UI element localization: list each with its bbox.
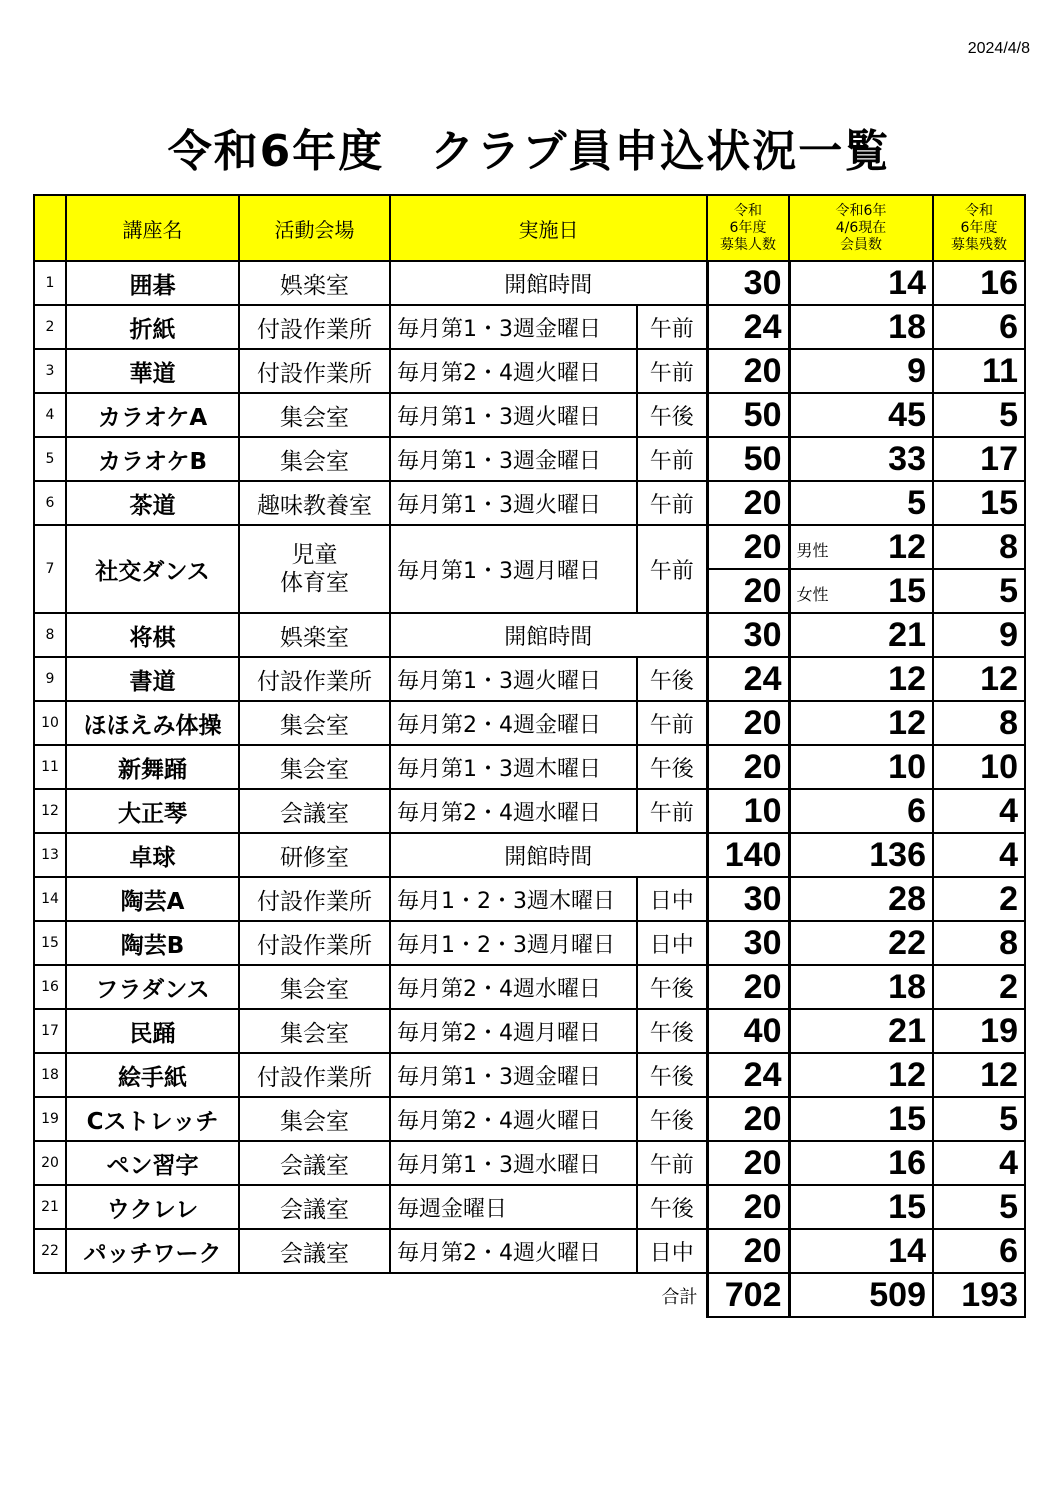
header-venue: 活動会場 bbox=[239, 195, 390, 261]
time-slot: 午前 bbox=[637, 305, 707, 349]
row-number: 8 bbox=[34, 613, 66, 657]
venue-line-1: 児童 bbox=[291, 542, 338, 568]
table-row bbox=[34, 1097, 1025, 1141]
time-slot: 午前 bbox=[637, 349, 707, 393]
header-capacity: 令和 6年度 募集人数 bbox=[707, 195, 789, 261]
table-row bbox=[34, 965, 1025, 1009]
row-number: 7 bbox=[34, 525, 66, 613]
venue: 娯楽室 bbox=[239, 613, 390, 657]
capacity: 50 bbox=[707, 437, 789, 481]
club-name: 絵手紙 bbox=[66, 1053, 239, 1097]
club-name: Cストレッチ bbox=[66, 1097, 239, 1141]
club-name: カラオケB bbox=[66, 437, 239, 481]
venue: 集会室 bbox=[239, 1097, 390, 1141]
members: 14 bbox=[789, 1229, 933, 1273]
venue bbox=[239, 525, 390, 613]
club-application-table bbox=[33, 194, 1026, 1318]
capacity: 20 bbox=[707, 481, 789, 525]
remaining: 19 bbox=[933, 1009, 1025, 1053]
schedule: 開館時間 bbox=[390, 833, 707, 877]
members: 女性 15 bbox=[789, 569, 933, 613]
row-number: 22 bbox=[34, 1229, 66, 1273]
table-row bbox=[34, 305, 1025, 349]
venue: 集会室 bbox=[239, 745, 390, 789]
venue: 付設作業所 bbox=[239, 657, 390, 701]
venue: 趣味教養室 bbox=[239, 481, 390, 525]
schedule: 毎月第2・4週水曜日 bbox=[390, 789, 637, 833]
schedule: 毎月1・2・3週木曜日 bbox=[390, 877, 637, 921]
table-row bbox=[34, 613, 1025, 657]
members: 5 bbox=[789, 481, 933, 525]
club-name: 陶芸B bbox=[66, 921, 239, 965]
remaining: 9 bbox=[933, 613, 1025, 657]
row-number: 16 bbox=[34, 965, 66, 1009]
members: 22 bbox=[789, 921, 933, 965]
remaining: 4 bbox=[933, 1141, 1025, 1185]
total-capacity: 702 bbox=[707, 1273, 789, 1317]
row-number: 14 bbox=[34, 877, 66, 921]
club-name: 華道 bbox=[66, 349, 239, 393]
table-row bbox=[34, 393, 1025, 437]
capacity: 30 bbox=[707, 261, 789, 305]
club-name: 囲碁 bbox=[66, 261, 239, 305]
members: 15 bbox=[789, 1185, 933, 1229]
capacity: 20 bbox=[707, 1185, 789, 1229]
time-slot: 午後 bbox=[637, 1097, 707, 1141]
capacity: 20 bbox=[707, 701, 789, 745]
capacity: 30 bbox=[707, 613, 789, 657]
capacity: 20 bbox=[707, 1141, 789, 1185]
row-number: 20 bbox=[34, 1141, 66, 1185]
row-number: 9 bbox=[34, 657, 66, 701]
table-row bbox=[34, 789, 1025, 833]
time-slot: 午後 bbox=[637, 393, 707, 437]
club-name: ペン習字 bbox=[66, 1141, 239, 1185]
venue: 集会室 bbox=[239, 965, 390, 1009]
remaining: 12 bbox=[933, 657, 1025, 701]
total-remaining: 193 bbox=[933, 1273, 1025, 1317]
remaining: 16 bbox=[933, 261, 1025, 305]
gender-label: 女性 bbox=[796, 585, 829, 604]
club-name: ほほえみ体操 bbox=[66, 701, 239, 745]
remaining: 6 bbox=[933, 1229, 1025, 1273]
venue: 集会室 bbox=[239, 1009, 390, 1053]
schedule: 毎月第2・4週火曜日 bbox=[390, 1229, 637, 1273]
remaining: 10 bbox=[933, 745, 1025, 789]
remaining: 17 bbox=[933, 437, 1025, 481]
venue: 付設作業所 bbox=[239, 921, 390, 965]
table-row bbox=[34, 1229, 1025, 1273]
remaining: 5 bbox=[933, 393, 1025, 437]
schedule: 毎月第2・4週火曜日 bbox=[390, 1097, 637, 1141]
club-name: 将棋 bbox=[66, 613, 239, 657]
schedule: 毎月1・2・3週月曜日 bbox=[390, 921, 637, 965]
time-slot: 午後 bbox=[637, 1053, 707, 1097]
capacity: 20 bbox=[707, 569, 789, 613]
venue: 集会室 bbox=[239, 437, 390, 481]
remaining: 4 bbox=[933, 789, 1025, 833]
capacity: 40 bbox=[707, 1009, 789, 1053]
venue: 会議室 bbox=[239, 1229, 390, 1273]
members: 12 bbox=[789, 701, 933, 745]
venue: 会議室 bbox=[239, 789, 390, 833]
members: 16 bbox=[789, 1141, 933, 1185]
schedule: 毎月第1・3週火曜日 bbox=[390, 481, 637, 525]
schedule: 毎月第1・3週金曜日 bbox=[390, 437, 637, 481]
remaining: 11 bbox=[933, 349, 1025, 393]
header-members: 令和6年 4/6現在 会員数 bbox=[789, 195, 933, 261]
schedule: 毎月第1・3週月曜日 bbox=[390, 525, 637, 613]
club-name: 折紙 bbox=[66, 305, 239, 349]
club-name: 陶芸A bbox=[66, 877, 239, 921]
table-row bbox=[34, 261, 1025, 305]
club-name: 茶道 bbox=[66, 481, 239, 525]
row-number: 1 bbox=[34, 261, 66, 305]
header-schedule: 実施日 bbox=[390, 195, 707, 261]
capacity: 20 bbox=[707, 1097, 789, 1141]
members: 21 bbox=[789, 613, 933, 657]
row-number: 5 bbox=[34, 437, 66, 481]
time-slot: 午前 bbox=[637, 437, 707, 481]
members: 9 bbox=[789, 349, 933, 393]
members: 45 bbox=[789, 393, 933, 437]
members: 18 bbox=[789, 305, 933, 349]
row-number: 19 bbox=[34, 1097, 66, 1141]
remaining: 5 bbox=[933, 569, 1025, 613]
club-name: カラオケA bbox=[66, 393, 239, 437]
row-number: 15 bbox=[34, 921, 66, 965]
venue: 集会室 bbox=[239, 393, 390, 437]
schedule: 毎月第1・3週火曜日 bbox=[390, 657, 637, 701]
club-name: 新舞踊 bbox=[66, 745, 239, 789]
row-number: 18 bbox=[34, 1053, 66, 1097]
remaining: 4 bbox=[933, 833, 1025, 877]
header-remaining: 令和 6年度 募集残数 bbox=[933, 195, 1025, 261]
table-row bbox=[34, 481, 1025, 525]
header-row bbox=[34, 195, 1025, 261]
totals-label: 合計 bbox=[661, 1286, 698, 1308]
remaining: 5 bbox=[933, 1097, 1025, 1141]
members: 12 bbox=[789, 657, 933, 701]
club-name: 卓球 bbox=[66, 833, 239, 877]
capacity: 30 bbox=[707, 921, 789, 965]
document-date: 2024/4/8 bbox=[967, 40, 1030, 57]
capacity: 20 bbox=[707, 525, 789, 569]
club-name: 大正琴 bbox=[66, 789, 239, 833]
capacity: 20 bbox=[707, 1229, 789, 1273]
schedule: 毎月第1・3週金曜日 bbox=[390, 1053, 637, 1097]
row-number: 6 bbox=[34, 481, 66, 525]
time-slot: 午前 bbox=[637, 789, 707, 833]
club-name: 書道 bbox=[66, 657, 239, 701]
remaining: 2 bbox=[933, 965, 1025, 1009]
remaining: 6 bbox=[933, 305, 1025, 349]
schedule: 毎月第2・4週金曜日 bbox=[390, 701, 637, 745]
club-name: パッチワーク bbox=[66, 1229, 239, 1273]
table-row bbox=[34, 349, 1025, 393]
schedule: 毎月第2・4週火曜日 bbox=[390, 349, 637, 393]
venue: 娯楽室 bbox=[239, 261, 390, 305]
members: 10 bbox=[789, 745, 933, 789]
remaining: 5 bbox=[933, 1185, 1025, 1229]
club-name: 社交ダンス bbox=[66, 525, 239, 613]
remaining: 8 bbox=[933, 921, 1025, 965]
time-slot: 午後 bbox=[637, 745, 707, 789]
gender-label: 男性 bbox=[796, 541, 829, 560]
club-name: フラダンス bbox=[66, 965, 239, 1009]
row-number: 21 bbox=[34, 1185, 66, 1229]
members: 28 bbox=[789, 877, 933, 921]
remaining: 12 bbox=[933, 1053, 1025, 1097]
time-slot: 午後 bbox=[637, 657, 707, 701]
members: 14 bbox=[789, 261, 933, 305]
club-name: 民踊 bbox=[66, 1009, 239, 1053]
row-number: 2 bbox=[34, 305, 66, 349]
header-name: 講座名 bbox=[66, 195, 239, 261]
table-row bbox=[34, 1141, 1025, 1185]
venue: 会議室 bbox=[239, 1185, 390, 1229]
members: 33 bbox=[789, 437, 933, 481]
schedule: 毎月第1・3週火曜日 bbox=[390, 393, 637, 437]
venue: 付設作業所 bbox=[239, 305, 390, 349]
table-row bbox=[34, 1185, 1025, 1229]
members: 男性 12 bbox=[789, 525, 933, 569]
time-slot: 午後 bbox=[637, 1009, 707, 1053]
table-row bbox=[34, 525, 1025, 569]
capacity: 24 bbox=[707, 305, 789, 349]
schedule: 開館時間 bbox=[390, 261, 707, 305]
members: 136 bbox=[789, 833, 933, 877]
capacity: 20 bbox=[707, 349, 789, 393]
schedule: 毎月第1・3週水曜日 bbox=[390, 1141, 637, 1185]
capacity: 140 bbox=[707, 833, 789, 877]
row-number: 10 bbox=[34, 701, 66, 745]
row-number: 17 bbox=[34, 1009, 66, 1053]
time-slot: 午前 bbox=[637, 481, 707, 525]
capacity: 50 bbox=[707, 393, 789, 437]
schedule: 毎月第2・4週水曜日 bbox=[390, 965, 637, 1009]
total-members: 509 bbox=[789, 1273, 933, 1317]
table-row bbox=[34, 657, 1025, 701]
schedule: 毎月第1・3週木曜日 bbox=[390, 745, 637, 789]
row-number: 12 bbox=[34, 789, 66, 833]
remaining: 8 bbox=[933, 701, 1025, 745]
table-row bbox=[34, 1009, 1025, 1053]
schedule: 毎週金曜日 bbox=[390, 1185, 637, 1229]
club-name: ウクレレ bbox=[66, 1185, 239, 1229]
page-title: 令和6年度 クラブ員申込状況一覧 bbox=[167, 126, 891, 177]
table-row bbox=[34, 877, 1025, 921]
table-row bbox=[34, 1053, 1025, 1097]
venue: 付設作業所 bbox=[239, 877, 390, 921]
members: 6 bbox=[789, 789, 933, 833]
table-row bbox=[34, 833, 1025, 877]
venue: 集会室 bbox=[239, 701, 390, 745]
capacity: 20 bbox=[707, 965, 789, 1009]
time-slot: 午前 bbox=[637, 525, 707, 613]
row-number: 13 bbox=[34, 833, 66, 877]
capacity: 24 bbox=[707, 657, 789, 701]
schedule: 毎月第1・3週金曜日 bbox=[390, 305, 637, 349]
schedule: 毎月第2・4週月曜日 bbox=[390, 1009, 637, 1053]
venue: 会議室 bbox=[239, 1141, 390, 1185]
remaining: 2 bbox=[933, 877, 1025, 921]
venue: 付設作業所 bbox=[239, 349, 390, 393]
time-slot: 午後 bbox=[637, 1185, 707, 1229]
capacity: 30 bbox=[707, 877, 789, 921]
schedule: 開館時間 bbox=[390, 613, 707, 657]
capacity: 20 bbox=[707, 745, 789, 789]
time-slot: 日中 bbox=[637, 877, 707, 921]
time-slot: 午後 bbox=[637, 965, 707, 1009]
venue: 付設作業所 bbox=[239, 1053, 390, 1097]
header-number bbox=[34, 195, 66, 261]
row-number: 4 bbox=[34, 393, 66, 437]
table-row bbox=[34, 701, 1025, 745]
table-row bbox=[34, 921, 1025, 965]
venue-line-2: 体育室 bbox=[280, 570, 349, 596]
table-row bbox=[34, 745, 1025, 789]
members: 18 bbox=[789, 965, 933, 1009]
members: 15 bbox=[789, 1097, 933, 1141]
remaining: 15 bbox=[933, 481, 1025, 525]
time-slot: 日中 bbox=[637, 921, 707, 965]
remaining: 8 bbox=[933, 525, 1025, 569]
members: 21 bbox=[789, 1009, 933, 1053]
table-row bbox=[34, 437, 1025, 481]
capacity: 10 bbox=[707, 789, 789, 833]
time-slot: 午前 bbox=[637, 701, 707, 745]
time-slot: 午前 bbox=[637, 1141, 707, 1185]
totals-row bbox=[34, 1273, 1025, 1317]
row-number: 3 bbox=[34, 349, 66, 393]
row-number: 11 bbox=[34, 745, 66, 789]
capacity: 24 bbox=[707, 1053, 789, 1097]
members: 12 bbox=[789, 1053, 933, 1097]
venue: 研修室 bbox=[239, 833, 390, 877]
time-slot: 日中 bbox=[637, 1229, 707, 1273]
